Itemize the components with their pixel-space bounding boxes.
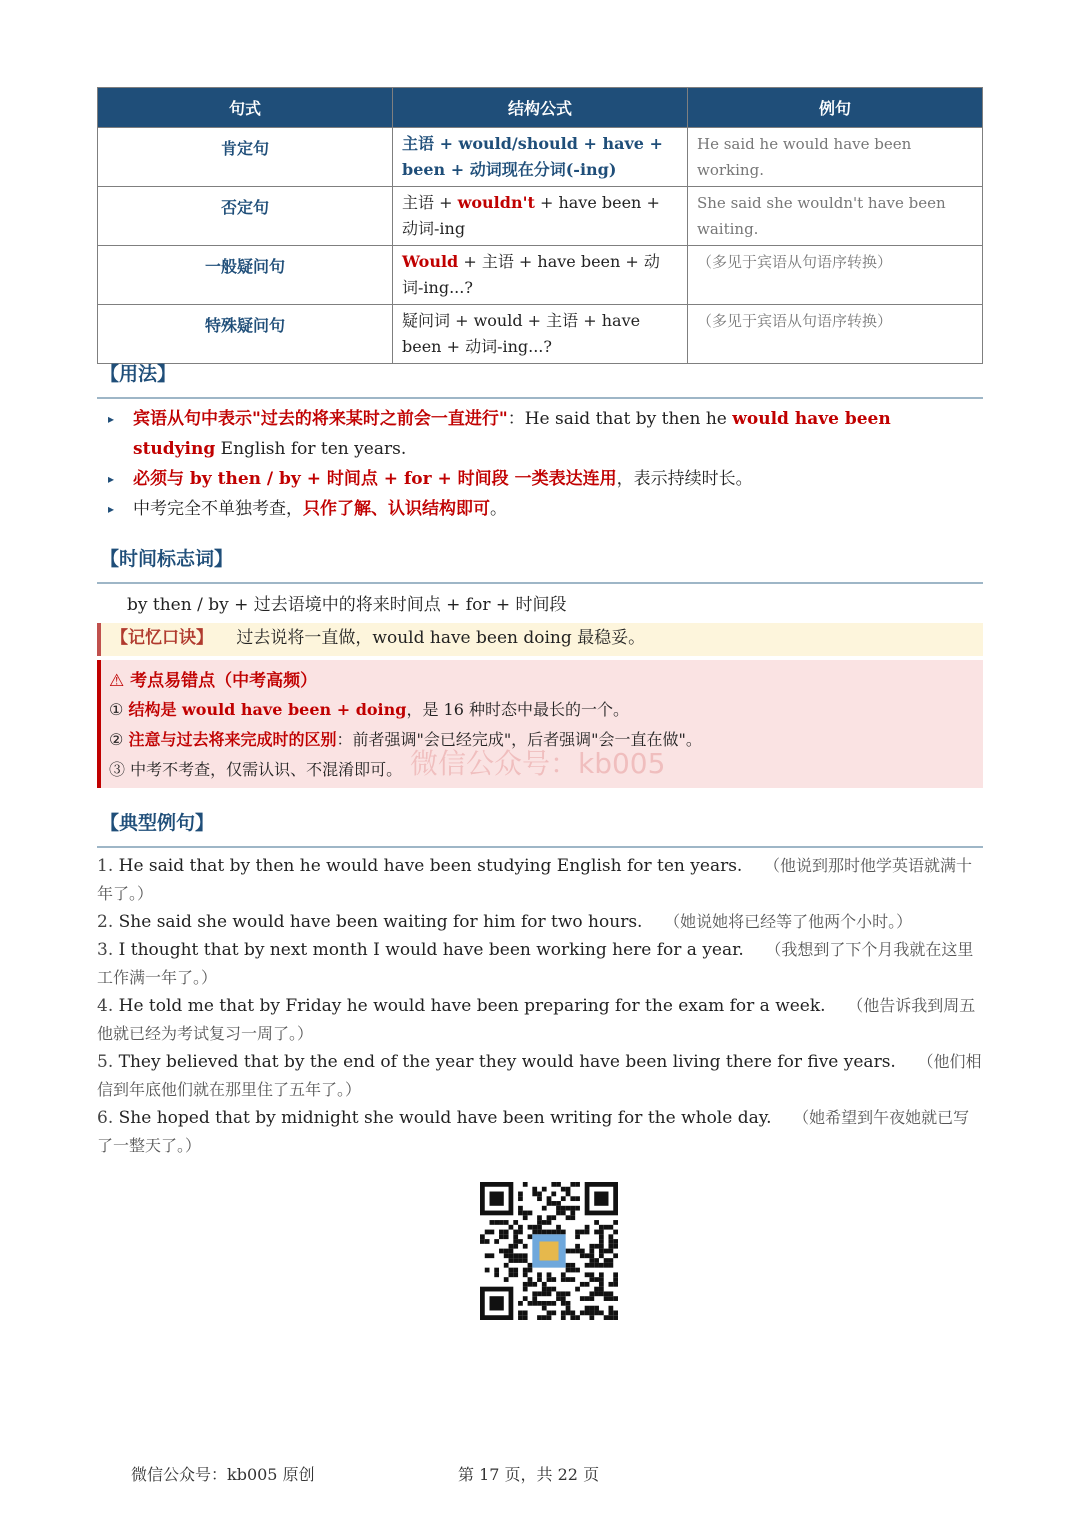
text-run: 。 xyxy=(490,499,507,519)
row-example: He said he would have been working. xyxy=(688,128,983,187)
table-row xyxy=(98,128,983,187)
triangle-bullet-icon: ▸ xyxy=(108,412,115,426)
example-number: 5. xyxy=(97,1052,114,1072)
text-run: + have been + 动词-ing xyxy=(402,193,660,238)
examples-list xyxy=(97,852,983,1160)
usage-heading: 【用法】 xyxy=(100,363,177,385)
divider xyxy=(97,846,983,848)
row-example: （多见于宾语从句语序转换） xyxy=(688,246,983,305)
text-run: Would xyxy=(402,252,459,271)
example-number: 3. xyxy=(97,940,114,960)
time-words-heading: 【时间标志词】 xyxy=(100,548,234,570)
text-run: 只作了解、认识结构即可 xyxy=(303,499,490,519)
text-run: ，是 16 种时态中最长的一个。 xyxy=(406,700,630,719)
qr-code-icon xyxy=(480,1182,618,1320)
row-type: 特殊疑问句 xyxy=(98,305,393,364)
mnemonic-box xyxy=(97,623,983,656)
text-run: ③ 中考不考查，仅需认识、不混淆即可。 xyxy=(109,760,403,779)
table-row xyxy=(98,305,983,364)
list-item xyxy=(97,992,983,1048)
example-chinese: （她希望到午夜她就已写了一整天了。） xyxy=(97,1108,970,1155)
header-sentence-type: 句式 xyxy=(98,88,393,128)
text-run: 结构是 would have been + doing xyxy=(128,700,407,719)
time-words-text: by then / by + 过去语境中的将来时间点 + for + 时间段 xyxy=(127,595,567,615)
text-run: would have been studying xyxy=(133,409,891,459)
example-english: I thought that by next month I would have been working here for a year. xyxy=(118,940,744,960)
watermark: 微信公众号：kb005 xyxy=(410,747,666,780)
example-chinese: （他说到那时他学英语就满十年了。） xyxy=(97,856,972,903)
row-formula xyxy=(393,246,688,305)
text-run: 主语 + xyxy=(402,193,458,212)
example-chinese: （她说她将已经等了他两个小时。） xyxy=(664,912,913,931)
text-run: 注意与过去将来完成时的区别 xyxy=(128,730,337,749)
bullet-text xyxy=(133,499,507,519)
row-example: She said she wouldn't have been waiting. xyxy=(688,187,983,246)
divider xyxy=(97,582,983,584)
list-item xyxy=(108,464,978,494)
footer-source: 微信公众号：kb005 原创 xyxy=(131,1465,315,1484)
row-type: 一般疑问句 xyxy=(98,246,393,305)
text-run: 中考完全不单独考查， xyxy=(133,499,303,519)
error-point xyxy=(109,695,983,725)
text-run: 必须与 by then / by + 时间点 + for + 时间段 一类表达连用 xyxy=(133,469,617,489)
mnemonic-text: 过去说将一直做，would have been doing 最稳妥。 xyxy=(236,628,646,648)
text-run: wouldn't xyxy=(457,193,535,212)
header-formula: 结构公式 xyxy=(393,88,688,128)
examples-heading: 【典型例句】 xyxy=(100,812,215,834)
row-formula xyxy=(393,305,688,364)
example-number: 6. xyxy=(97,1108,114,1128)
header-example: 例句 xyxy=(688,88,983,128)
list-item xyxy=(108,404,978,464)
triangle-bullet-icon: ▸ xyxy=(108,502,115,516)
table-header-row xyxy=(98,88,983,128)
example-chinese: （他告诉我到周五他就已经为考试复习一周了。） xyxy=(97,996,976,1043)
example-chinese: （我想到了下个月我就在这里工作满一年了。） xyxy=(97,940,974,987)
table-row xyxy=(98,187,983,246)
example-number: 2. xyxy=(97,912,114,932)
usage-list xyxy=(108,404,978,524)
triangle-bullet-icon: ▸ xyxy=(108,472,115,486)
row-formula xyxy=(393,187,688,246)
text-run: ① xyxy=(109,700,129,719)
example-number: 1. xyxy=(97,856,114,876)
list-item xyxy=(97,936,983,992)
list-item xyxy=(97,1048,983,1104)
text-run: ② xyxy=(109,730,129,749)
row-example: （多见于宾语从句语序转换） xyxy=(688,305,983,364)
list-item xyxy=(97,852,983,908)
text-run: 宾语从句中表示"过去的将来某时之前会一直进行" xyxy=(133,409,508,429)
row-formula xyxy=(393,128,688,187)
text-run: + 主语 + have been + 动词-ing...? xyxy=(402,252,660,297)
list-item xyxy=(97,1104,983,1160)
example-number: 4. xyxy=(97,996,114,1016)
list-item xyxy=(108,494,978,524)
example-english: He told me that by Friday he would have been preparing for the exam for a week. xyxy=(118,996,826,1016)
row-type: 肯定句 xyxy=(98,128,393,187)
text-run: ，表示持续时长。 xyxy=(616,469,753,489)
error-points-title: ⚠ 考点易错点（中考高频） xyxy=(109,671,318,691)
text-run: 主语 + would/should + have + been + 动词现在分词(-ing) xyxy=(402,134,663,179)
example-english: She hoped that by midnight she would have been writing for the whole day. xyxy=(118,1108,772,1128)
page-number: 第 17 页，共 22 页 xyxy=(458,1465,600,1484)
example-english: They believed that by the end of the year they would have been living there for five years. xyxy=(118,1052,896,1072)
text-run: ：前者强调"会已经完成"，后者强调"会一直在做"。 xyxy=(336,730,702,749)
table-row xyxy=(98,246,983,305)
bullet-text xyxy=(133,409,891,459)
list-item xyxy=(97,908,983,936)
example-english: He said that by then he would have been studying English for ten years. xyxy=(118,856,743,876)
row-type: 否定句 xyxy=(98,187,393,246)
bullet-text xyxy=(133,469,753,489)
example-chinese: （他们相信到年底他们就在那里住了五年了。） xyxy=(97,1052,982,1099)
text-run: 疑问词 + would + 主语 + have been + 动词-ing...? xyxy=(402,311,641,356)
mnemonic-label: 【记忆口诀】 xyxy=(111,628,213,648)
text-run: ：He said that by then he xyxy=(507,409,733,429)
divider xyxy=(97,397,983,399)
text-run: English for ten years. xyxy=(215,439,407,459)
example-english: She said she would have been waiting for him for two hours. xyxy=(118,912,643,932)
grammar-table xyxy=(97,87,983,364)
